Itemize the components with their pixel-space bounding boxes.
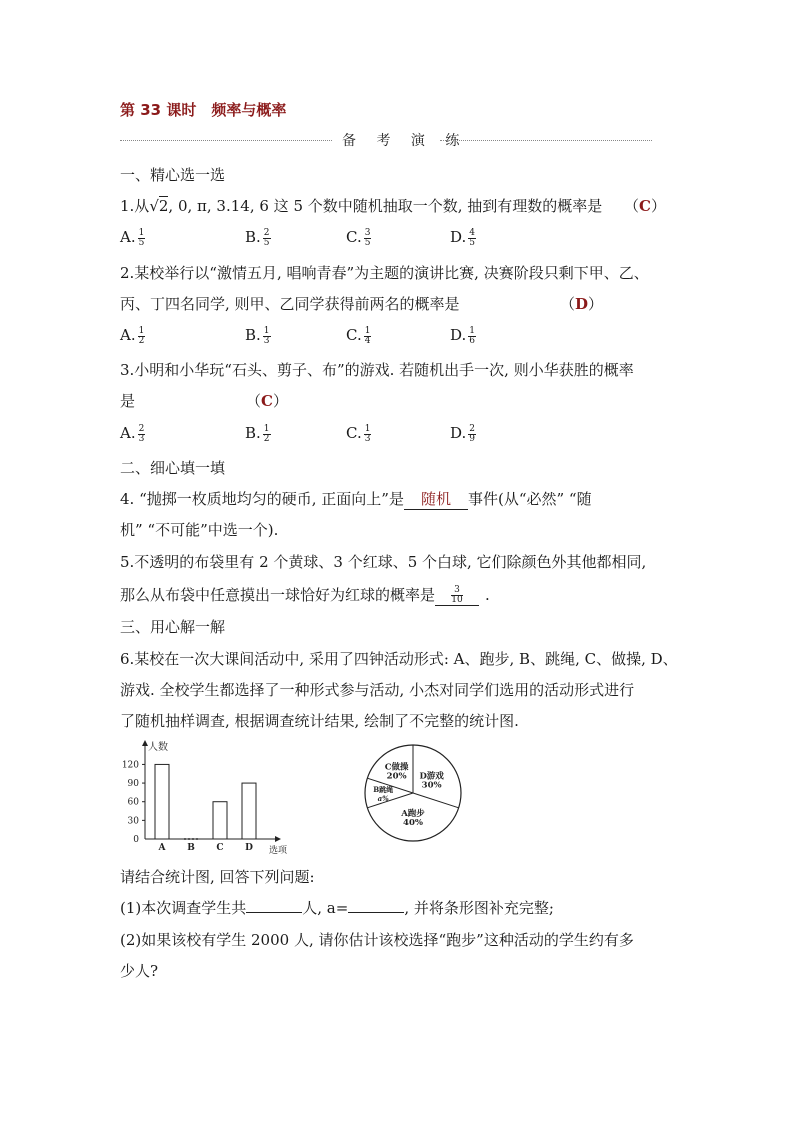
q6-after: 请结合统计图, 回答下列问题: (120, 868, 315, 886)
part1-heading: 一、精心选一选 (120, 166, 226, 184)
q1-answer-paren: （C） (624, 197, 666, 215)
q3-line1: 3.小明和小华玩“石头、剪子、布”的游戏. 若随机出手一次, 则小华获胜的概率 (120, 361, 634, 379)
q3-option-c: C. $\frac{1}{3}$ (346, 423, 371, 444)
y-tick-label: 120 (121, 760, 139, 771)
y-tick-label: 90 (127, 779, 139, 790)
y-tick-label: 60 (127, 797, 139, 808)
q3-option-d: D. $\frac{2}{9}$ (450, 423, 475, 444)
bar-chart (115, 738, 305, 858)
q5-answer-blank: $\frac{3}{10}$ (435, 586, 479, 607)
q6-sub2-line2: 少人? (120, 962, 159, 980)
q3-line2: 是 (120, 392, 136, 410)
pie-slice-label: C做操 (384, 762, 409, 773)
pie-slice-value: 30% (421, 780, 442, 791)
q6-line2: 游戏. 全校学生都选择了一种形式参与活动, 小杰对同学们选用的活动形式进行 (120, 681, 635, 699)
bar-d (242, 783, 256, 839)
y-tick-label: 0 (133, 835, 139, 845)
a-value-blank[interactable] (348, 912, 404, 913)
x-tick-label: B (187, 843, 195, 853)
q2-option-b: B. $\frac{1}{3}$ (245, 325, 270, 346)
pie-chart (360, 738, 470, 848)
q6-line1: 6.某校在一次大课间活动中, 采用了四钟活动形式: A、跑步, B、跳绳, C、做操, D、 (120, 650, 678, 668)
q4-answer-blank: 随机 (404, 488, 468, 510)
pie-slice-value: 20% (386, 771, 407, 782)
x-tick-label: A (158, 843, 166, 853)
q1-answer: C (639, 197, 651, 215)
q1-sqrt-arg: 2 (158, 197, 169, 215)
q2-answer-paren: （D） (560, 295, 604, 313)
bar-a (155, 764, 169, 839)
q4-line2: 机” “不可能”中选一个). (120, 521, 279, 539)
q5-line2: 那么从布袋中任意摸出一球恰好为红球的概率是 $\frac{3}{10}$ . (120, 585, 490, 606)
total-students-blank[interactable] (246, 912, 302, 913)
pie-slice-value: a% (377, 794, 389, 803)
x-axis-label: 选项 (269, 846, 288, 856)
pie-slice-value: 40% (403, 818, 423, 828)
q3-answer: C (261, 392, 273, 410)
x-tick-label: D (245, 843, 253, 853)
q4-line1: 4. “抛掷一枚质地均匀的硬币, 正面向上”是 随机 事件(从“必然” “随 (120, 490, 592, 508)
q1-option-d: D. $\frac{4}{5}$ (450, 227, 475, 248)
y-axis-label: 人数 (148, 742, 168, 753)
q2-line1: 2.某校举行以“激情五月, 唱响青春”为主题的演讲比赛, 决赛阶段只剩下甲、乙、 (120, 264, 649, 282)
q6-line3: 了随机抽样调查, 根据调查统计结果, 绘制了不完整的统计图. (120, 712, 519, 730)
q6-sub1: (1)本次调查学生共 人, a= , 并将条形图补充完整; (120, 899, 554, 917)
q1-option-c: C. $\frac{3}{5}$ (346, 227, 371, 248)
q2-option-c: C. $\frac{1}{4}$ (346, 325, 371, 346)
bar-c (213, 802, 227, 839)
q1-option-b: B. $\frac{2}{5}$ (245, 227, 270, 248)
q2-line2: 丙、丁四名同学, 则甲、乙同学获得前两名的概率是 (120, 295, 460, 313)
pie-slice-label: D游戏 (419, 771, 444, 782)
x-axis-arrow (275, 836, 281, 842)
pie-slice-label: A跑步 (401, 809, 425, 819)
q1-post: , 0, π, 3.14, 6 这 5 个数中随机抽取一个数, 抽到有理数的概率是 (168, 197, 603, 215)
pie-slice-label: B跳绳 (373, 785, 394, 794)
part3-heading: 三、用心解一解 (120, 618, 226, 636)
heading-rule-right (440, 140, 652, 141)
q3-option-b: B. $\frac{1}{2}$ (245, 423, 270, 444)
q1-stem (120, 195, 602, 216)
y-tick-label: 30 (127, 816, 139, 827)
page-title: 第 33 课时 频率与概率 (120, 101, 287, 119)
part2-heading: 二、细心填一填 (120, 459, 226, 477)
x-tick-label: C (216, 843, 224, 853)
q2-option-d: D. $\frac{1}{6}$ (450, 325, 475, 346)
q1-pre: 1.从 (120, 197, 150, 215)
section-heading: 备 考 演 练 (342, 133, 468, 149)
q6-sub2-line1: (2)如果该校有学生 2000 人, 请你估计该校选择“跑步”这种活动的学生约有多 (120, 931, 634, 949)
q5-line1: 5.不透明的布袋里有 2 个黄球、3 个红球、5 个白球, 它们除颜色外其他都相同, (120, 553, 647, 571)
q1-option-a: A. $\frac{1}{5}$ (120, 227, 145, 248)
sqrt-symbol: √ (149, 197, 159, 215)
q2-answer: D (575, 295, 589, 313)
q2-option-a: A. $\frac{1}{2}$ (120, 325, 145, 346)
heading-rule-left (120, 140, 332, 141)
q3-option-a: A. $\frac{2}{3}$ (120, 423, 145, 444)
q3-answer-paren: （C） (246, 392, 288, 410)
